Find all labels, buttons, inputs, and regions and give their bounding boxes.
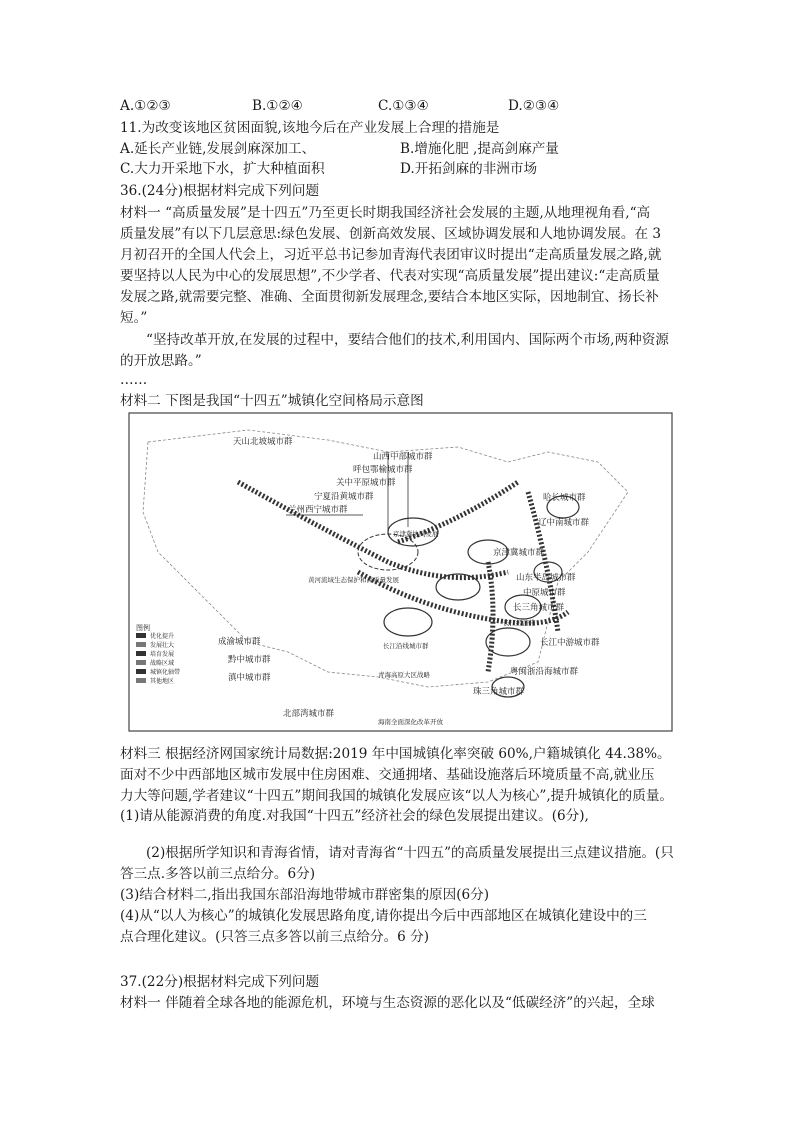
q36-question-4: 点合理化建议。(只答三点多答以前三点给分。6 分)	[120, 929, 430, 945]
q36-material3-line: 力大等问题,学者建议“十四五”期间我国的城镇化发展应该“以人为核心”,提升城镇化的质量。	[120, 788, 673, 804]
map-legend	[136, 623, 180, 685]
label-lanxi: 兰州西宁城市群	[288, 505, 348, 515]
label-tianshan: 天山北坡城市群	[233, 437, 293, 447]
label-changjiang-belt: 长江经济带	[503, 619, 536, 627]
q37-material1: 材料一 伴随着全球各地的能源危机，环境与生态资源的恶化以及“低碳经济”的兴起，全球	[120, 995, 655, 1011]
q36-material1-line: 要坚持以人民为中心的发展思想”,不少学者、代表对实现“高质量发展”提出建议:“走高质量	[120, 268, 660, 284]
q36-question-4: (4)从“以人为核心”的城镇化发展思路角度,请你提出今后中西部地区在城镇化建设中的三	[120, 908, 647, 924]
q36-material2: 材料二 下图是我国“十四五”城镇化空间格局示意图	[120, 393, 424, 409]
q36-ellipsis: ……	[120, 372, 148, 388]
q36-material3-line: 面对不少中西部地区城市发展中住房困难、交通拥堵、基础设施落后环境质量不高,就业压	[120, 767, 655, 783]
q10-option-d: D.②③④	[508, 98, 560, 114]
q36-material3-line: 材料三 根据经济网国家统计局数据:2019 年中国城镇化率突破 60%,户籍城镇化 44.38%。	[120, 746, 671, 762]
label-liaozhongnan: 辽中南城市群	[538, 518, 590, 528]
q10-option-a: A.①②③	[120, 98, 171, 114]
q36-material1-line: 发展之路,就需要完整、准确、全面贯彻新发展理念,要结合本地区实际，因地制宜、扬长补	[120, 289, 659, 305]
q36-question-1: (1)请从能源消费的角度.对我国“十四五”经济社会的绿色发展提出建议。(6分),	[120, 808, 589, 824]
label-qinghai-zone: 青海高原大区战略	[378, 671, 430, 679]
legend-item: 培育发展	[150, 651, 175, 658]
cluster-chengyu	[384, 608, 432, 636]
q36-material1-line: 短。”	[120, 310, 148, 326]
q36-question-3: (3)结合材料二,指出我国东部沿海地带城市群密集的原因(6分)	[120, 887, 490, 903]
q11-option-b: B.增施化肥 ,提高剑麻产量	[400, 141, 559, 157]
label-hainan: 海南全面深化改革开放	[378, 718, 443, 726]
cluster-yellow-river	[358, 534, 418, 570]
label-dianzhong: 滇中城市群	[228, 673, 271, 683]
q36-header: 36.(24分)根据材料完成下列问题	[120, 183, 320, 199]
urbanization-map	[128, 412, 673, 732]
legend-item: 优化提升	[150, 633, 175, 640]
q36-material1-quote: “坚持改革开放,在发展的过程中，要结合他们的技术,利用国内、国际两个市场,两种资源	[146, 332, 669, 348]
q36-material1-line: 材料一 “高质量发展”是十四五”乃至更长时期我国经济社会发展的主题,从地理视角看,“高	[120, 205, 651, 221]
cluster-zhongyuan	[436, 574, 480, 600]
label-jingjinji: 京津冀城市群	[493, 548, 545, 558]
q11-option-d: D.开拓剑麻的非洲市场	[400, 161, 538, 177]
q11-option-a: A.延长产业链,发展剑麻深加工、	[120, 141, 316, 157]
label-qianzhong: 黔中城市群	[228, 655, 271, 665]
q36-question-2: 答三点.多答以前三点给分。6分)	[120, 866, 315, 882]
label-huhe: 呼包鄂榆城市群	[353, 465, 413, 475]
legend-swatch	[136, 651, 146, 656]
q11-stem: 11.为改变该地区贫困面貌,该地今后在产业发展上合理的措施是	[120, 120, 500, 136]
q10-option-b: B.①②④	[252, 98, 303, 114]
label-ningxia: 宁夏沿黄城市群	[314, 492, 374, 502]
label-changjiang-river: 长江沿线城市群	[383, 642, 429, 650]
label-chengyu: 成渝城市群	[218, 637, 261, 647]
q36-material1-line: 质量发展”有以下几层意思:绿色发展、创新高效发展、区域协调发展和人地协调发展。在 3	[120, 226, 662, 242]
label-yuemin: 粤闽浙沿海城市群	[510, 667, 579, 677]
legend-swatch	[136, 633, 146, 638]
label-hachang: 哈长城市群	[543, 493, 586, 503]
legend-item: 战略区域	[150, 660, 175, 667]
label-beibuwan: 北部湾城市群	[283, 709, 335, 719]
q36-question-2: (2)根据所学知识和青海省情，请对青海省“十四五”的高质量发展提出三点建议措施。(只	[146, 845, 674, 861]
legend-item: 发展壮大	[150, 642, 175, 649]
q37-header: 37.(22分)根据材料完成下列问题	[120, 974, 320, 990]
label-changzhong: 长江中游城市群	[540, 638, 600, 648]
legend-swatch	[136, 642, 146, 647]
label-shandong: 山东半岛城市群	[516, 573, 576, 583]
label-shanxi: 山西中部城市群	[373, 452, 433, 462]
legend-swatch	[136, 669, 146, 674]
legend-item: 其他地区	[150, 678, 175, 685]
label-changsanjiao: 长三角城市群	[513, 603, 565, 613]
label-zhongyuan: 中原城市群	[523, 588, 566, 598]
legend-item: 城镇化轴带	[150, 669, 181, 676]
legend-title: 图例	[136, 624, 150, 632]
q36-material1-line: 月初召开的全国人代会上，习近平总书记参加青海代表团审议时提出“走高质量发展之路,就	[120, 247, 662, 263]
q10-option-c: C.①③④	[378, 98, 429, 114]
label-jingbao: 京津冀协同发展	[393, 530, 439, 538]
label-mid: 黄河流域生态保护和高质量发展	[308, 576, 399, 584]
label-zhusanjiao: 珠三角城市群	[473, 687, 525, 697]
legend-swatch	[136, 660, 146, 665]
q36-material1-quote: 的开放思路。”	[120, 353, 202, 369]
legend-swatch	[136, 678, 146, 683]
label-guanzhong: 关中平原城市群	[336, 478, 396, 488]
q11-option-c: C.大力开采地下水，扩大种植面积	[120, 161, 325, 177]
